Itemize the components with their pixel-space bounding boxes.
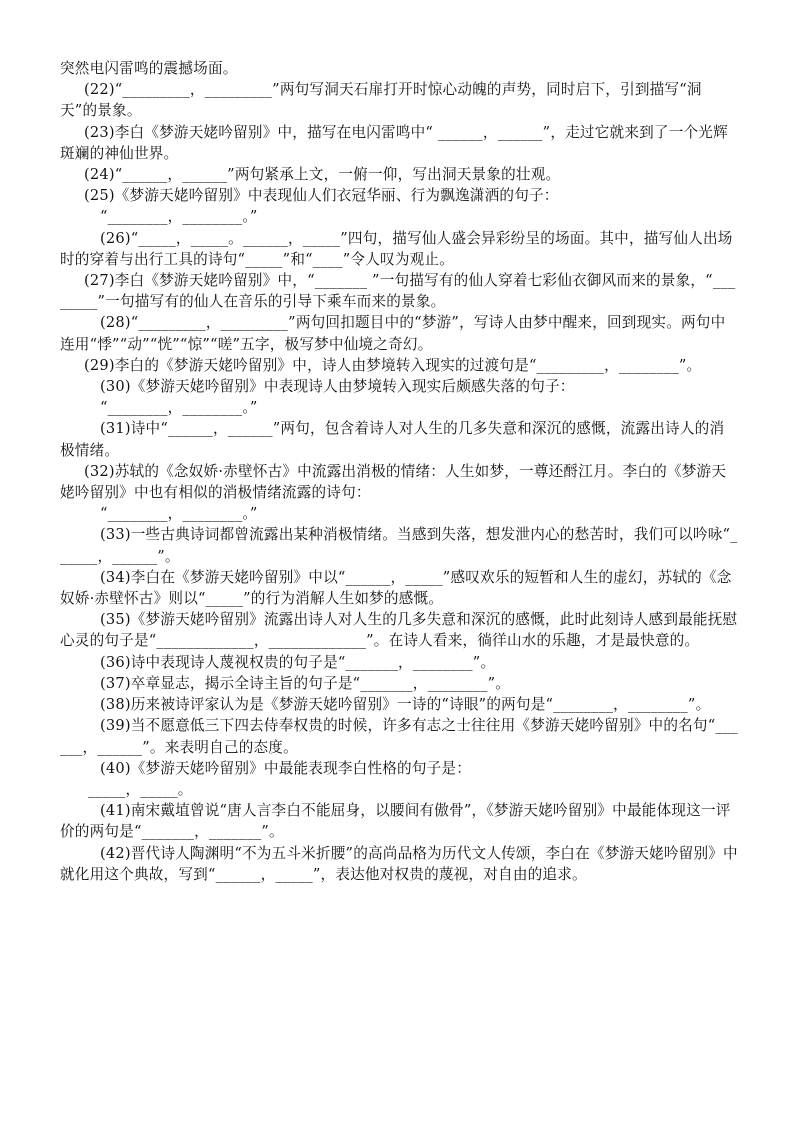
question-39: (39)当不愿意低三下四去侍奉权贵的时候，许多有志之士往往用《梦游天姥吟留别》中的名句“______，______”。来表明自己的态度。	[60, 717, 738, 756]
question-38: (38)历来被诗评家认为是《梦游天姥吟留别》一诗的“诗眼”的两句是“________，________”。	[100, 696, 711, 714]
document-page	[60, 58, 738, 885]
question-23: (23)李白《梦游天姥吟留别》中，描写在电闪雷鸣中“ ______，______”，走过它就来到了一个光辉斑斓的神仙世界。	[60, 123, 728, 162]
question-40: (40)《梦游天姥吟留别》中最能表现李白性格的句子是：	[100, 759, 472, 777]
question-31: (31)诗中“______，______”两句，包含着诗人对人生的几多失意和深沉的感慨，流露出诗人的消极情绪。	[60, 420, 725, 459]
question-35: (35)《梦游天姥吟留别》流露出诗人对人生的几多失意和深沉的感慨，此时此刻诗人感到最能抚慰心灵的句子是“_____________，_____________”。在诗人看来，徜徉山水的乐趣，才是最快意的。	[60, 611, 738, 650]
answer-blank-40: _____，_____。	[88, 780, 193, 798]
question-33: (33)一些古典诗词都曾流露出某种消极情绪。当感到失落，想发泄内心的愁苦时，我们可以吟咏“______，______”。	[60, 526, 738, 565]
question-27: (27)李白《梦游天姥吟留别》中，“_______ ”一句描写有的仙人穿着七彩仙衣御风而来的景象，“________”一句描写有的仙人在音乐的引导下乘车而来的景象。	[60, 272, 736, 311]
question-32: (32)苏轼的《念奴娇·赤壁怀古》中流露出消极的情绪：人生如梦，一尊还酹江月。李白的《梦游天姥吟留别》中也有相似的消极情绪流露的诗句：	[60, 462, 727, 502]
question-22: (22)“_________，_________”两句写洞天石扉打开时惊心动魄的声势，同时启下，引到描写“洞天”的景象。	[60, 81, 702, 120]
question-24: (24)“______，______”两句紧承上文，一俯一仰，写出洞天景象的壮观。	[84, 166, 561, 184]
paragraph-continuation: 突然电闪雷鸣的震撼场面。	[60, 60, 238, 77]
question-41: (41)南宋戴埴曾说“唐人言李白不能屈身，以腰间有傲骨”，《梦游天姥吟留别》中最能体现这一评价的两句是“_______，_______”。	[60, 802, 731, 841]
answer-blank-32: “________，________。”	[100, 505, 258, 523]
question-42: (42)晋代诗人陶渊明“不为五斗米折腰”的高尚品格为历代文人传颂，李白在《梦游天姥吟留别》中就化用这个典故，写到“______，_____”，表达他对权贵的蔑视，对自由的追求。	[60, 844, 738, 883]
question-30: (30)《梦游天姥吟留别》中表现诗人由梦境转入现实后颇感失落的句子：	[100, 378, 575, 396]
answer-blank-25: “________，________。”	[100, 208, 258, 226]
question-37: (37)卒章显志，揭示全诗主旨的句子是“_______，________”。	[100, 674, 511, 692]
question-28: (28)“_________，_________”两句回扣题目中的“梦游”，写诗人由梦中醒来，回到现实。两句中连用“悸”“动”“恍”“惊”“嗟”五字，极写梦中仙境之奇幻。	[60, 314, 726, 353]
answer-blank-30: “________，________。”	[100, 399, 258, 417]
question-36: (36)诗中表现诗人蔑视权贵的句子是“_______，________”。	[100, 653, 496, 671]
question-29: (29)李白的《梦游天姥吟留别》中，诗人由梦境转入现实的过渡句是“_________，________”。	[84, 356, 702, 374]
question-25: (25)《梦游天姥吟留别》中表现仙人们衣冠华丽、行为飘逸潇洒的句子：	[84, 187, 559, 205]
question-26: (26)“_____，_____。______，_____”四句，描写仙人盛会异彩纷呈的场面。其中，描写仙人出场时的穿着与出行工具的诗句“_____”和“____”令人叹为观止。	[60, 229, 733, 268]
question-34: (34)李白在《梦游天姥吟留别》中以“______，_____”感叹欢乐的短暂和人生的虚幻，苏轼的《念奴娇·赤壁怀古》则以“_____”的行为消解人生如梦的感慨。	[60, 568, 732, 608]
